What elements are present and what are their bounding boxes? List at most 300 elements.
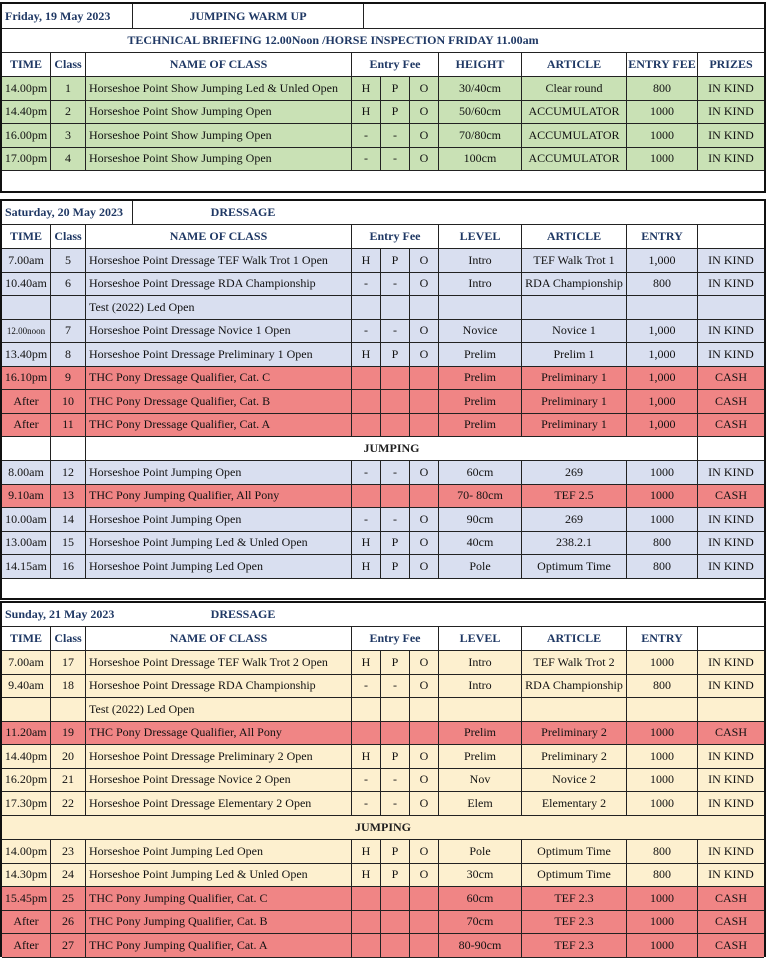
header-name: NAME OF CLASS [86, 53, 352, 76]
class-name-cell: Horseshoe Point Show Jumping Led & Unled Open [86, 77, 352, 100]
entry-fee-cell: 1000 [627, 769, 698, 792]
entry-fee-cell: 800 [627, 555, 698, 578]
entry-h-cell: - [352, 320, 381, 343]
sunday-date: Sunday, 21 May 2023 [5, 607, 115, 621]
entry-o-cell [410, 414, 439, 437]
class-number-cell: 14 [51, 508, 86, 531]
table-row [2, 77, 764, 101]
sunday-jumping-row [2, 816, 764, 840]
entry-p-cell: - [381, 320, 410, 343]
entry-o-cell [410, 887, 439, 910]
entry-p-cell: P [381, 651, 410, 674]
prize-cell: IN KIND [698, 148, 764, 171]
friday-date: Friday, 19 May 2023 [2, 4, 133, 28]
article-cell: Preliminary 2 [522, 722, 627, 745]
article-cell: RDA Championship [522, 675, 627, 698]
entry-h-cell: - [352, 769, 381, 792]
class-name-cell: THC Pony Jumping Qualifier, Cat. B [86, 911, 352, 934]
class-number-cell: 10 [51, 390, 86, 413]
class-name-cell: Horseshoe Point Jumping Led Open [86, 840, 352, 863]
level-height-cell: Prelim [439, 390, 522, 413]
class-number-cell: 24 [51, 864, 86, 887]
article-cell: 269 [522, 508, 627, 531]
level-height-cell: 60cm [439, 461, 522, 484]
sunday-section [0, 601, 766, 957]
article-cell: TEF Walk Trot 1 [522, 249, 627, 272]
time-cell: After [2, 390, 51, 413]
table-row [2, 911, 764, 935]
prize-cell: IN KIND [698, 769, 764, 792]
header-entry-fee: Entry Fee [352, 225, 439, 248]
class-name-cell: Test (2022) Led Open [86, 698, 352, 721]
table-row [2, 745, 764, 769]
entry-p-cell: P [381, 343, 410, 366]
friday-header-row [2, 53, 764, 77]
class-number-cell: 3 [51, 124, 86, 147]
header-name: NAME OF CLASS [86, 627, 352, 650]
level-height-cell: 50/60cm [439, 101, 522, 124]
level-height-cell: Intro [439, 249, 522, 272]
prize-cell: IN KIND [698, 461, 764, 484]
entry-fee-cell: 1000 [627, 124, 698, 147]
table-row [2, 864, 764, 888]
table-row [2, 367, 764, 391]
class-name-cell: Horseshoe Point Dressage Novice 1 Open [86, 320, 352, 343]
entry-o-cell [410, 296, 439, 319]
table-row [2, 722, 764, 746]
table-row [2, 461, 764, 485]
level-height-cell: 70- 80cm [439, 485, 522, 508]
entry-o-cell: O [410, 675, 439, 698]
friday-title: JUMPING WARM UP [133, 4, 364, 28]
class-number-cell: 15 [51, 532, 86, 555]
time-cell: 16.20pm [2, 769, 51, 792]
class-name-cell: Horseshoe Point Jumping Open [86, 461, 352, 484]
article-cell: TEF 2.3 [522, 911, 627, 934]
sunday-title-blank [353, 603, 764, 626]
entry-fee-cell: 1000 [627, 745, 698, 768]
class-name-cell: Horseshoe Point Show Jumping Open [86, 124, 352, 147]
table-row [2, 698, 764, 722]
entry-fee-cell: 1000 [627, 148, 698, 171]
entry-o-cell: O [410, 508, 439, 531]
class-number-cell: 19 [51, 722, 86, 745]
entry-fee-cell: 1,000 [627, 414, 698, 437]
header-entry-fee: Entry Fee [352, 627, 439, 650]
class-name-cell: THC Pony Dressage Qualifier, All Pony [86, 722, 352, 745]
saturday-header-row [2, 225, 764, 249]
header-entry-fee: Entry Fee [352, 53, 439, 76]
prize-cell: IN KIND [698, 77, 764, 100]
entry-p-cell: P [381, 77, 410, 100]
level-height-cell: 60cm [439, 887, 522, 910]
entry-h-cell: H [352, 745, 381, 768]
time-cell: 17.00pm [2, 148, 51, 171]
level-height-cell: Prelim [439, 414, 522, 437]
class-name-cell: Horseshoe Point Jumping Led Open [86, 555, 352, 578]
entry-o-cell: O [410, 148, 439, 171]
class-number-cell: 27 [51, 934, 86, 957]
time-cell: 10.40am [2, 273, 51, 296]
table-row [2, 769, 764, 793]
level-height-cell: 100cm [439, 148, 522, 171]
entry-p-cell: P [381, 101, 410, 124]
article-cell: Optimum Time [522, 840, 627, 863]
class-number-cell: 13 [51, 485, 86, 508]
entry-p-cell [381, 485, 410, 508]
header-level: LEVEL [439, 627, 522, 650]
entry-fee-cell: 1000 [627, 911, 698, 934]
entry-o-cell: O [410, 343, 439, 366]
saturday-title-row [2, 201, 764, 225]
entry-h-cell: - [352, 273, 381, 296]
prize-cell: IN KIND [698, 532, 764, 555]
entry-p-cell: P [381, 555, 410, 578]
entry-o-cell: O [410, 792, 439, 815]
table-row [2, 249, 764, 273]
prize-cell: IN KIND [698, 101, 764, 124]
time-cell: 13.40pm [2, 343, 51, 366]
level-height-cell [439, 296, 522, 319]
entry-fee-cell: 800 [627, 77, 698, 100]
time-cell: After [2, 934, 51, 957]
table-row [2, 840, 764, 864]
entry-o-cell: O [410, 273, 439, 296]
entry-o-cell [410, 911, 439, 934]
time-cell: 14.15am [2, 555, 51, 578]
entry-o-cell: O [410, 249, 439, 272]
level-height-cell: Intro [439, 273, 522, 296]
entry-o-cell: O [410, 101, 439, 124]
entry-fee-cell: 1000 [627, 722, 698, 745]
jumping-time-blank [2, 437, 51, 460]
time-cell [2, 698, 51, 721]
article-cell: Preliminary 2 [522, 745, 627, 768]
header-time: TIME [2, 225, 51, 248]
entry-o-cell [410, 485, 439, 508]
time-cell: 13.00am [2, 532, 51, 555]
time-cell: 7.00am [2, 249, 51, 272]
entry-fee-cell: 1000 [627, 461, 698, 484]
time-cell: 14.30pm [2, 864, 51, 887]
table-row [2, 124, 764, 148]
class-name-cell: Horseshoe Point Jumping Led & Unled Open [86, 532, 352, 555]
time-cell: 17.30pm [2, 792, 51, 815]
class-number-cell: 17 [51, 651, 86, 674]
prize-cell: IN KIND [698, 745, 764, 768]
time-cell: 9.10am [2, 485, 51, 508]
entry-h-cell: - [352, 792, 381, 815]
header-article: ARTICLE [522, 53, 627, 76]
table-row [2, 651, 764, 675]
prize-cell: IN KIND [698, 675, 764, 698]
header-class: Class [51, 225, 86, 248]
entry-o-cell [410, 934, 439, 957]
sunday-title: DRESSAGE [210, 607, 276, 621]
entry-p-cell: - [381, 792, 410, 815]
entry-p-cell: - [381, 508, 410, 531]
level-height-cell: 70/80cm [439, 124, 522, 147]
class-name-cell: Horseshoe Point Dressage Preliminary 2 Open [86, 745, 352, 768]
entry-h-cell [352, 296, 381, 319]
prize-cell: IN KIND [698, 343, 764, 366]
entry-p-cell [381, 296, 410, 319]
entry-fee-cell: 1000 [627, 934, 698, 957]
entry-fee-cell: 1000 [627, 508, 698, 531]
table-row [2, 792, 764, 816]
table-row [2, 101, 764, 125]
class-number-cell: 8 [51, 343, 86, 366]
saturday-title: DRESSAGE [210, 205, 276, 219]
table-row [2, 532, 764, 556]
time-cell: 9.40am [2, 675, 51, 698]
table-row [2, 675, 764, 699]
article-cell: Prelim 1 [522, 343, 627, 366]
entry-h-cell: H [352, 532, 381, 555]
entry-fee-cell [627, 698, 698, 721]
jumping-prize-blank [698, 437, 764, 460]
entry-p-cell [381, 887, 410, 910]
article-cell: TEF Walk Trot 2 [522, 651, 627, 674]
prize-cell: CASH [698, 722, 764, 745]
header-class: Class [51, 627, 86, 650]
header-height: HEIGHT [439, 53, 522, 76]
article-cell: ACCUMULATOR [522, 124, 627, 147]
class-name-cell: Horseshoe Point Dressage Preliminary 1 Open [86, 343, 352, 366]
level-height-cell: 30/40cm [439, 77, 522, 100]
entry-p-cell: P [381, 249, 410, 272]
class-number-cell: 2 [51, 101, 86, 124]
article-cell: Clear round [522, 77, 627, 100]
entry-fee-cell: 800 [627, 864, 698, 887]
prize-cell: CASH [698, 934, 764, 957]
header-name: NAME OF CLASS [86, 225, 352, 248]
entry-h-cell: H [352, 864, 381, 887]
entry-p-cell: P [381, 745, 410, 768]
level-height-cell: Intro [439, 651, 522, 674]
level-height-cell: Prelim [439, 722, 522, 745]
header-prizes-blank [698, 225, 764, 248]
time-cell: 15.45pm [2, 887, 51, 910]
class-number-cell: 26 [51, 911, 86, 934]
entry-p-cell: - [381, 124, 410, 147]
level-height-cell: 80-90cm [439, 934, 522, 957]
level-height-cell: Elem [439, 792, 522, 815]
level-height-cell: Intro [439, 675, 522, 698]
friday-briefing: TECHNICAL BRIEFING 12.00Noon /HORSE INSPECTION FRIDAY 11.00am [127, 33, 539, 47]
entry-fee-cell: 1,000 [627, 249, 698, 272]
table-row [2, 887, 764, 911]
header-article: ARTICLE [522, 225, 627, 248]
prize-cell: IN KIND [698, 792, 764, 815]
entry-o-cell: O [410, 864, 439, 887]
saturday-jumping-label: JUMPING [86, 437, 698, 460]
level-height-cell: Nov [439, 769, 522, 792]
entry-o-cell: O [410, 461, 439, 484]
entry-fee-cell: 1,000 [627, 343, 698, 366]
prize-cell: IN KIND [698, 555, 764, 578]
table-row [2, 485, 764, 509]
entry-p-cell [381, 367, 410, 390]
table-row [2, 273, 764, 297]
article-cell: Optimum Time [522, 555, 627, 578]
class-number-cell: 23 [51, 840, 86, 863]
class-number-cell: 4 [51, 148, 86, 171]
prize-cell: CASH [698, 390, 764, 413]
header-fee: ENTRY FEE [627, 53, 698, 76]
entry-p-cell: - [381, 675, 410, 698]
prize-cell: CASH [698, 887, 764, 910]
entry-h-cell [352, 367, 381, 390]
entry-p-cell: P [381, 864, 410, 887]
time-cell: 12.00noon [2, 320, 51, 343]
header-level: LEVEL [439, 225, 522, 248]
entry-p-cell: - [381, 461, 410, 484]
entry-o-cell: O [410, 77, 439, 100]
entry-o-cell [410, 390, 439, 413]
sunday-jumping-label: JUMPING [2, 816, 764, 839]
entry-h-cell: H [352, 555, 381, 578]
entry-o-cell: O [410, 320, 439, 343]
article-cell: ACCUMULATOR [522, 148, 627, 171]
friday-title-row [2, 4, 764, 29]
entry-p-cell [381, 698, 410, 721]
article-cell: Preliminary 1 [522, 390, 627, 413]
friday-briefing-row [2, 29, 764, 53]
sunday-header-row [2, 627, 764, 651]
prize-cell [698, 296, 764, 319]
class-name-cell: Horseshoe Point Dressage RDA Championship [86, 273, 352, 296]
time-cell: 16.00pm [2, 124, 51, 147]
entry-o-cell: O [410, 745, 439, 768]
level-height-cell: Pole [439, 555, 522, 578]
class-number-cell: 12 [51, 461, 86, 484]
level-height-cell: Novice [439, 320, 522, 343]
level-height-cell: 30cm [439, 864, 522, 887]
entry-p-cell [381, 722, 410, 745]
table-row [2, 555, 764, 579]
article-cell: 238.2.1 [522, 532, 627, 555]
prize-cell: CASH [698, 485, 764, 508]
entry-fee-cell: 1,000 [627, 367, 698, 390]
prize-cell: CASH [698, 367, 764, 390]
prize-cell [698, 698, 764, 721]
entry-p-cell: - [381, 769, 410, 792]
saturday-date: Saturday, 20 May 2023 [2, 201, 133, 224]
entry-o-cell: O [410, 769, 439, 792]
prize-cell: IN KIND [698, 840, 764, 863]
table-row [2, 414, 764, 438]
entry-o-cell: O [410, 840, 439, 863]
entry-p-cell [381, 934, 410, 957]
class-number-cell: 20 [51, 745, 86, 768]
prize-cell: IN KIND [698, 124, 764, 147]
entry-h-cell [352, 887, 381, 910]
sunday-title-row [2, 603, 764, 627]
class-name-cell: THC Pony Jumping Qualifier, All Pony [86, 485, 352, 508]
table-row [2, 148, 764, 172]
prize-cell: IN KIND [698, 320, 764, 343]
article-cell: TEF 2.3 [522, 934, 627, 957]
article-cell: RDA Championship [522, 273, 627, 296]
entry-h-cell: - [352, 461, 381, 484]
time-cell: 7.00am [2, 651, 51, 674]
class-number-cell [51, 698, 86, 721]
entry-p-cell: P [381, 840, 410, 863]
article-cell: Preliminary 1 [522, 367, 627, 390]
time-cell: 11.20am [2, 722, 51, 745]
class-name-cell: Horseshoe Point Dressage Novice 2 Open [86, 769, 352, 792]
entry-h-cell [352, 722, 381, 745]
class-number-cell [51, 296, 86, 319]
class-number-cell: 9 [51, 367, 86, 390]
entry-o-cell: O [410, 651, 439, 674]
time-cell: 14.00pm [2, 77, 51, 100]
class-number-cell: 11 [51, 414, 86, 437]
class-name-cell: Horseshoe Point Dressage TEF Walk Trot 2 Open [86, 651, 352, 674]
entry-p-cell [381, 911, 410, 934]
article-cell: Optimum Time [522, 864, 627, 887]
class-number-cell: 7 [51, 320, 86, 343]
class-name-cell: Horseshoe Point Jumping Led & Unled Open [86, 864, 352, 887]
class-name-cell: THC Pony Jumping Qualifier, Cat. C [86, 887, 352, 910]
class-name-cell: Horseshoe Point Show Jumping Open [86, 148, 352, 171]
entry-p-cell: P [381, 532, 410, 555]
class-number-cell: 5 [51, 249, 86, 272]
class-number-cell: 18 [51, 675, 86, 698]
entry-fee-cell: 1,000 [627, 320, 698, 343]
header-entry: ENTRY [627, 627, 698, 650]
article-cell: Preliminary 1 [522, 414, 627, 437]
entry-h-cell: H [352, 249, 381, 272]
entry-fee-cell: 1000 [627, 485, 698, 508]
entry-h-cell [352, 485, 381, 508]
entry-fee-cell: 1000 [627, 101, 698, 124]
prize-cell: CASH [698, 414, 764, 437]
class-number-cell: 16 [51, 555, 86, 578]
entry-o-cell [410, 722, 439, 745]
table-row [2, 390, 764, 414]
class-name-cell: Horseshoe Point Dressage RDA Championship [86, 675, 352, 698]
table-row [2, 343, 764, 367]
entry-h-cell: H [352, 77, 381, 100]
class-name-cell: Horseshoe Point Jumping Open [86, 508, 352, 531]
entry-h-cell [352, 698, 381, 721]
time-cell: After [2, 911, 51, 934]
level-height-cell [439, 698, 522, 721]
time-cell: 14.40pm [2, 101, 51, 124]
class-name-cell: Test (2022) Led Open [86, 296, 352, 319]
entry-fee-cell: 800 [627, 675, 698, 698]
level-height-cell: Prelim [439, 367, 522, 390]
class-number-cell: 1 [51, 77, 86, 100]
level-height-cell: Prelim [439, 745, 522, 768]
prize-cell: IN KIND [698, 249, 764, 272]
level-height-cell: 70cm [439, 911, 522, 934]
article-cell: ACCUMULATOR [522, 101, 627, 124]
class-number-cell: 6 [51, 273, 86, 296]
article-cell: Novice 1 [522, 320, 627, 343]
saturday-title-blank [353, 201, 764, 224]
entry-o-cell: O [410, 124, 439, 147]
saturday-jumping-row [2, 437, 764, 461]
entry-p-cell: - [381, 273, 410, 296]
level-height-cell: Pole [439, 840, 522, 863]
header-class: Class [51, 53, 86, 76]
time-cell: 16.10pm [2, 367, 51, 390]
entry-fee-cell: 800 [627, 532, 698, 555]
entry-h-cell: H [352, 840, 381, 863]
